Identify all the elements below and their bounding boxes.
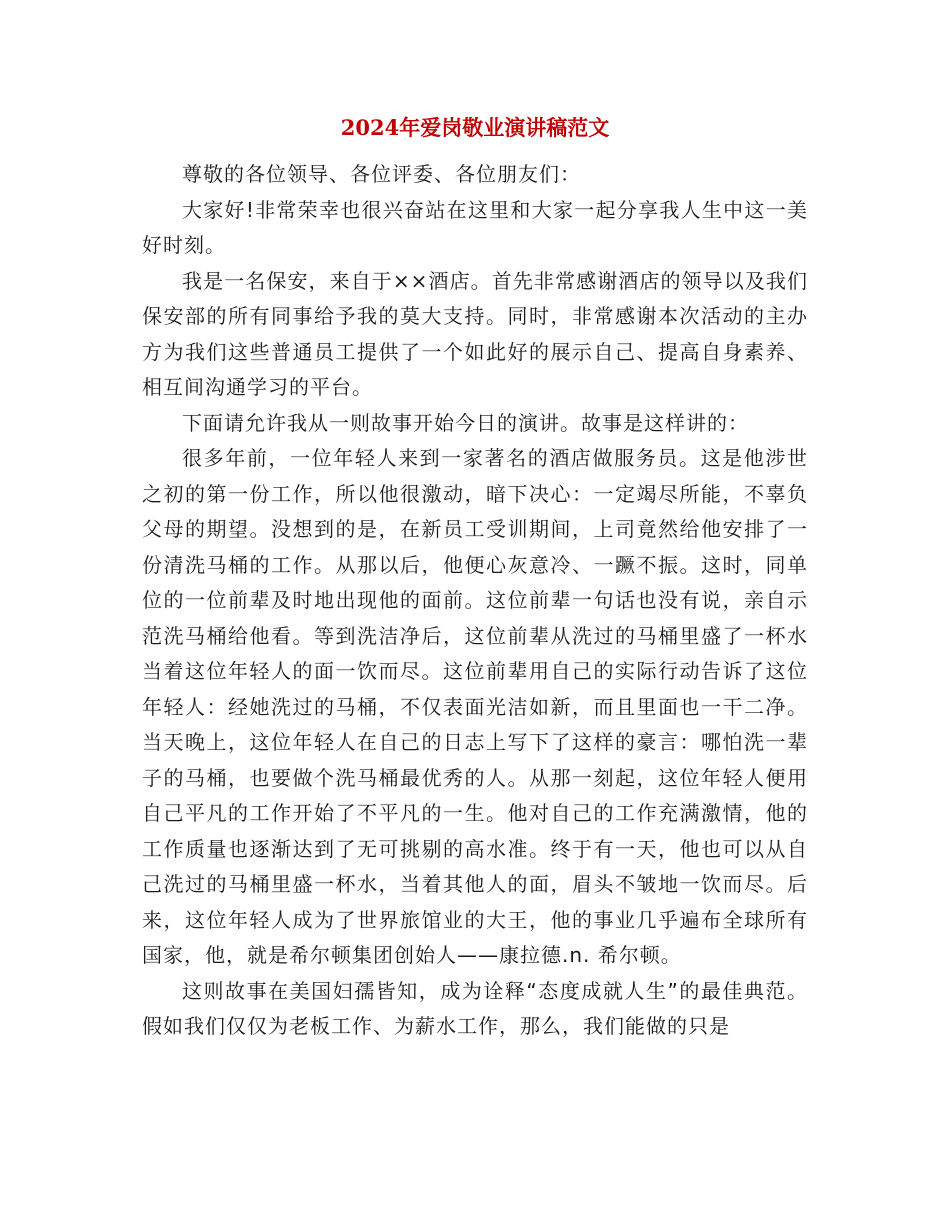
page-title: 2024年爱岗敬业演讲稿范文 [340,115,610,140]
paragraph-introduction: 我是一名保安，来自于××酒店。首先非常感谢酒店的领导以及我们保安部的所有同事给予我的莫大支持。同时，非常感谢本次活动的主办方为我们这些普通员工提供了一个如此好的展示自己、提高自身素养、相互间沟通学习的平台。 [142,268,808,399]
paragraph-salutation: 尊敬的各位领导、各位评委、各位朋友们： [182,162,581,186]
paragraph-story-intro: 下面请允许我从一则故事开始今日的演讲。故事是这样讲的： [182,410,749,435]
paragraph-conclusion: 这则故事在美国妇孺皆知，成为诠释“态度成就人生”的最佳典范。假如我们仅仅为老板工作、为薪水工作，那么，我们能做的只是 [142,978,808,1038]
paragraph-greeting: 大家好!非常荣幸也很兴奋站在这里和大家一起分享我人生中这一美好时刻。 [142,197,808,257]
document-body [142,157,808,1045]
paragraph-story: 很多年前，一位年轻人来到一家著名的酒店做服务员。这是他涉世之初的第一份工作，所以他很激动，暗下决心：一定竭尽所能，不辜负父母的期望。没想到的是，在新员工受训期间，上司竟然给他安排了一份清洗马桶的工作。从那以后，他便心灰意冷、一蹶不振。这时，同单位的一位前辈及时地出现他的面前。这位前辈一句话也没有说，亲自示范洗马桶给他看。等到洗洁净后，这位前辈从洗过的马桶里盛了一杯水当着这位年轻人的面一饮而尽。这位前辈用自己的实际行动告诉了这位年轻人：经她洗过的马桶，不仅表面光洁如新，而且里面也一干二净。当天晚上，这位年轻人在自己的日志上写下了这样的豪言：哪怕洗一辈子的马桶，也要做个洗马桶最优秀的人。从那一刻起，这位年轻人便用自己平凡的工作开始了不平凡的一生。他对自己的工作充满激情，他的工作质量也逐渐达到了无可挑剔的高水准。终于有一天，他也可以从自己洗过的马桶里盛一杯水，当着其他人的面，眉头不皱地一饮而尽。后来，这位年轻人成为了世界旅馆业的大王，他的事业几乎遍布全球所有国家，他，就是希尔顿集团创始人——康拉德.n. 希尔顿。 [142,446,808,967]
